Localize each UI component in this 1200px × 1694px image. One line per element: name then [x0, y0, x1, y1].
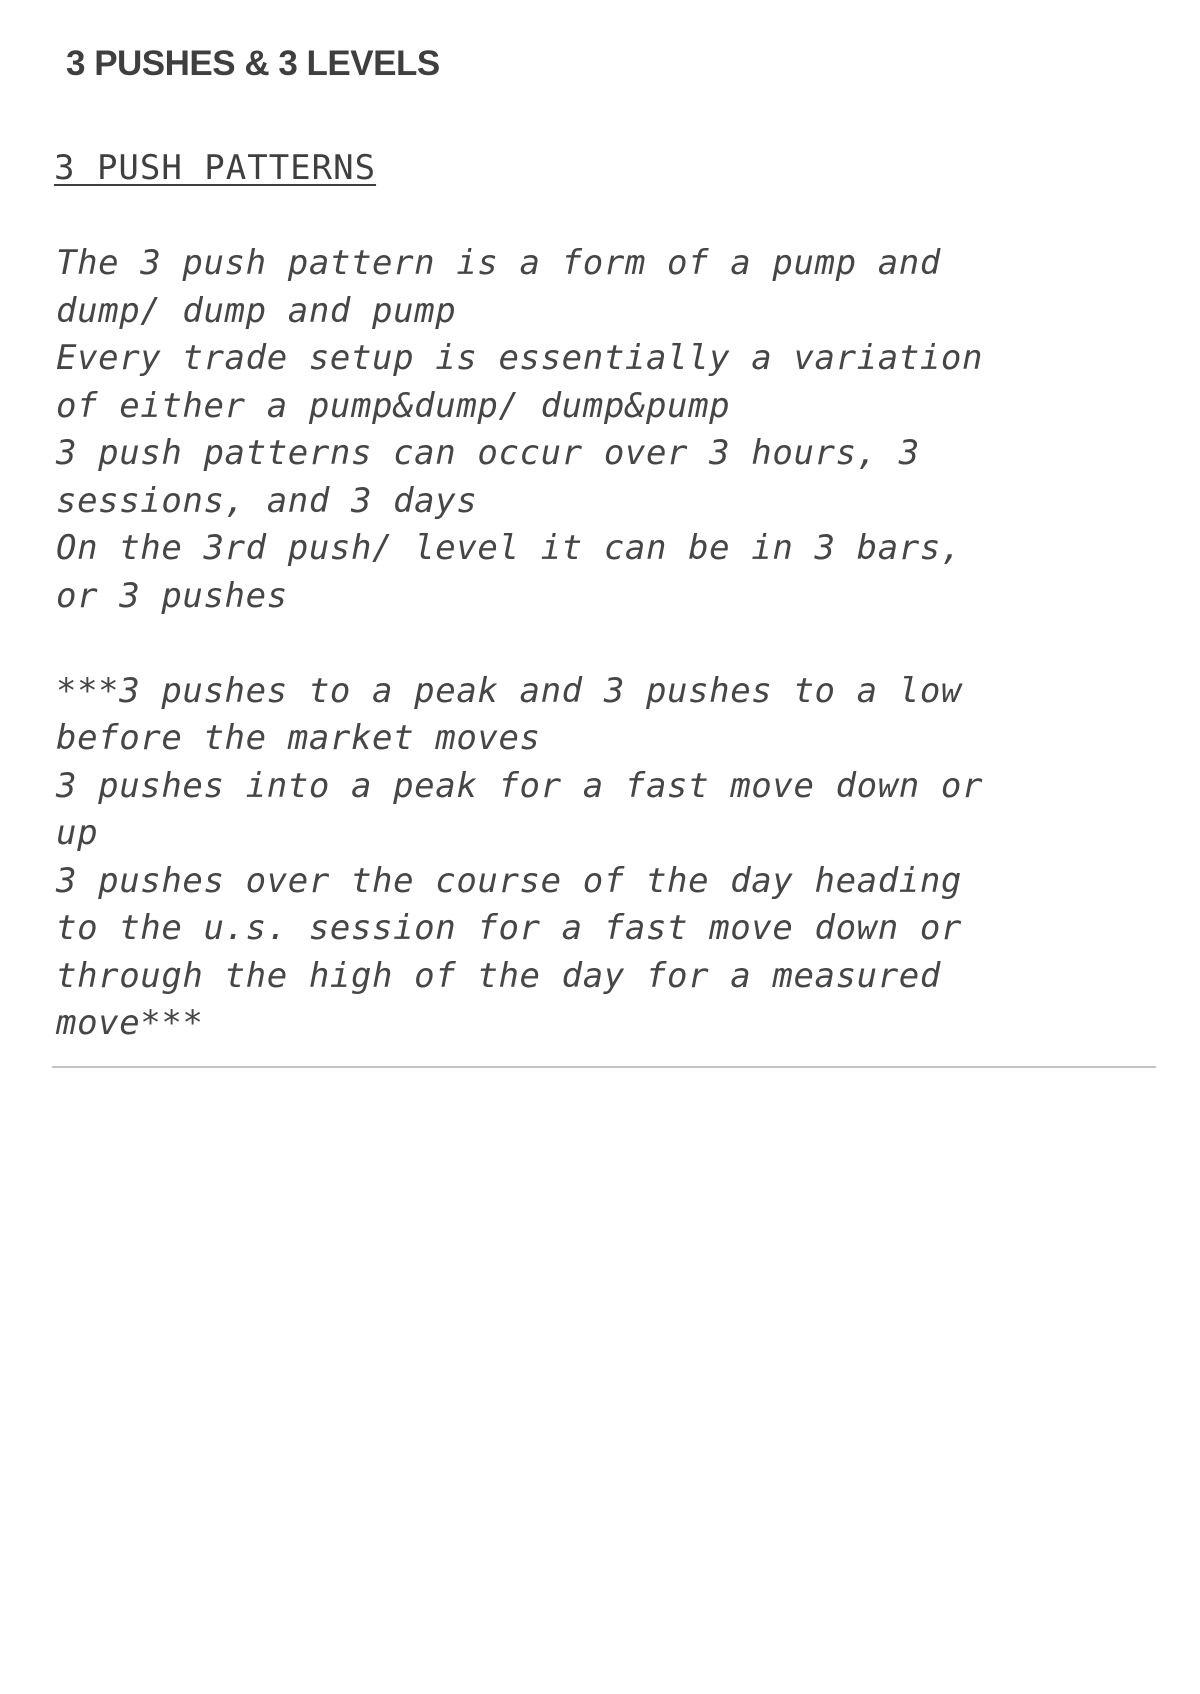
horizontal-divider [52, 1066, 1156, 1068]
document-title: 3 PUSHES & 3 LEVELS [66, 44, 440, 83]
body-line: through the high of the day for a measured [56, 955, 941, 996]
body-line: of either a pump&dump/ dump&pump [56, 385, 731, 426]
body-line: sessions, and 3 days [56, 480, 478, 521]
paragraph-spacer [56, 620, 1156, 668]
body-line: The 3 push pattern is a form of a pump and [56, 243, 941, 283]
body-line: move*** [56, 1003, 204, 1043]
body-line: dump/ dump and pump [56, 290, 457, 331]
body-line: 3 push patterns can occur over 3 hours, 3 [56, 433, 920, 473]
body-line: before the market moves [56, 718, 541, 758]
body-line: 3 pushes into a peak for a fast move down or [56, 765, 984, 806]
body-line: On the 3rd push/ level it can be in 3 bars, [56, 528, 962, 568]
body-line: up [56, 813, 99, 853]
body-line: to the u.s. session for a fast move down or [56, 908, 962, 948]
body-line: ***3 pushes to a peak and 3 pushes to a low [56, 670, 962, 711]
section-body [56, 240, 1156, 1048]
body-line: 3 pushes over the course of the day heading [56, 860, 962, 901]
section-heading: 3 PUSH PATTERNS [54, 148, 377, 188]
body-line: or 3 pushes [56, 575, 288, 616]
body-line: Every trade setup is essentially a variation [56, 338, 984, 378]
